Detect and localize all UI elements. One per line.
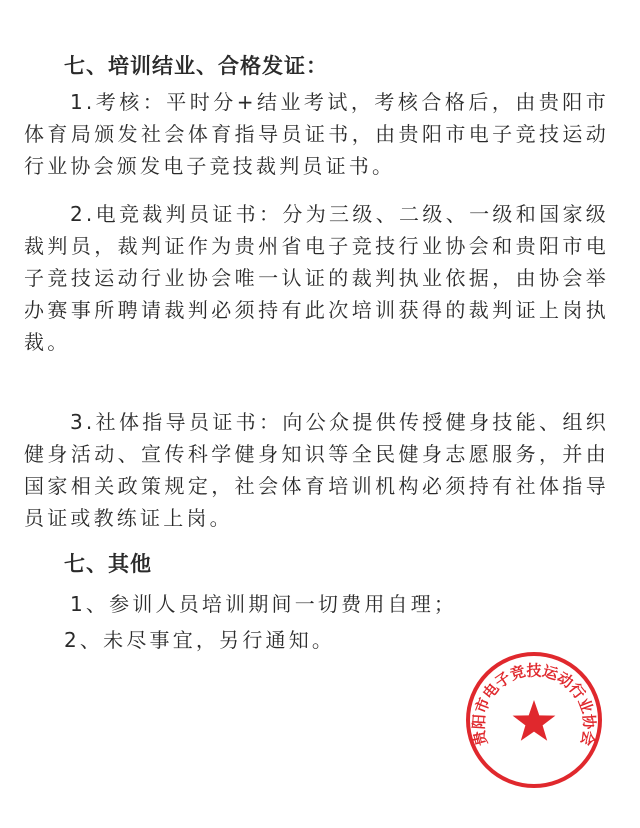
paragraph-instructor-certificate: 3.社体指导员证书：向公众提供传授健身技能、组织健身活动、宣传科学健身知识等全民健身志愿服务，并由国家相关政策规定，社会体育培训机构必须持有社体指导员证或教练证上岗。 (24, 410, 609, 530)
paragraph-assessment: 1.考核：平时分+结业考试，考核合格后，由贵阳市体育局颁发社会体育指导员证书，由贵阳市电子竞技运动行业协会颁发电子竞技裁判员证书。 (24, 90, 609, 178)
star-icon (513, 700, 556, 741)
list-item-other-matters: 2、未尽事宜，另行通知。 (64, 628, 336, 652)
association-seal (464, 650, 604, 790)
seal-graphic (464, 650, 604, 790)
paragraph-referee-certificate: 2.电竞裁判员证书：分为三级、二级、一级和国家级裁判员，裁判证作为贵州省电子竞技行业协会和贵阳市电子竞技运动行业协会唯一认证的裁判执业依据，由协会举办赛事所聘请裁判必须持有此次培训获得的裁判证上岗执裁。 (24, 202, 609, 354)
section-heading-certification: 七、培训结业、合格发证： (64, 54, 328, 78)
seal-text: 贵阳市电子竞技运动行业协会 (469, 661, 599, 748)
section-heading-other: 七、其他 (64, 552, 152, 576)
list-item-expenses: 1、参训人员培训期间一切费用自理； (70, 592, 458, 616)
